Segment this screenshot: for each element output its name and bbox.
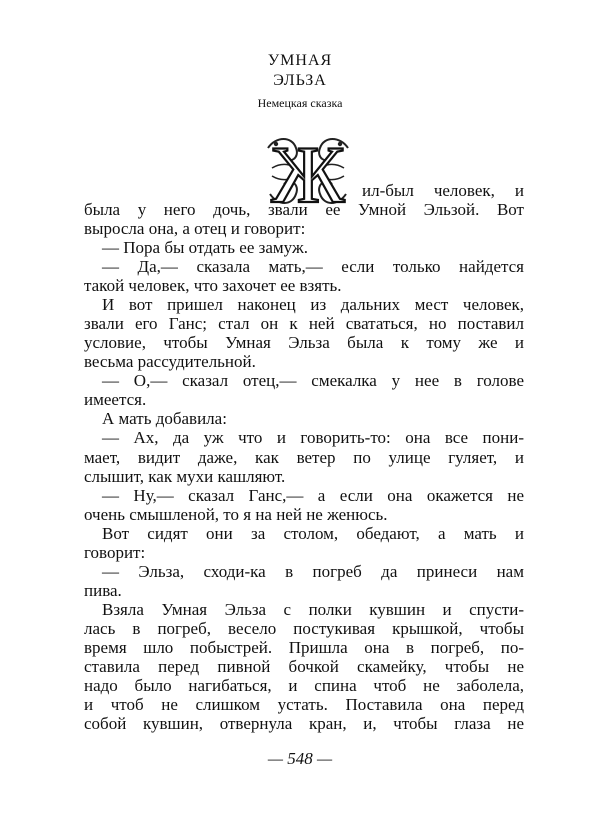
text-line: — Эльза, сходи-ка в погреб да принеси нам: [102, 561, 524, 581]
text-line: весьма рассудительной.: [84, 352, 256, 372]
text-line: время шло побыстрей. Пришла она в погреб, по-: [84, 637, 524, 657]
text-line: звали его Ганс; стал он к ней свататься, но поставил: [84, 314, 524, 334]
story-subtitle: Немецкая сказка: [257, 96, 343, 110]
text-line: Взяла Умная Эльза с полки кувшин и спусти-: [102, 599, 524, 619]
story-title-line-1: УМНАЯ: [267, 52, 333, 69]
text-line: имеется.: [84, 390, 147, 410]
svg-text:Ж: Ж: [271, 130, 345, 212]
text-line: ставила перед пивной бочкой скамейку, чтобы не: [84, 656, 524, 676]
text-line: — Пора бы отдать ее замуж.: [102, 238, 308, 258]
text-line: И вот пришел наконец из дальних мест человек,: [102, 295, 524, 315]
text-line: слышит, как мухи кашляют.: [84, 466, 286, 486]
text-line: говорит:: [84, 542, 146, 562]
text-line: — Да,— сказала мать,— если только найдется: [102, 257, 524, 277]
story-title-line-2: ЭЛЬЗА: [273, 72, 327, 89]
text-line: надо было нагибаться, и спина чтоб не заболела,: [84, 675, 524, 695]
text-line: и чтоб не слишком устать. Поставила она перед: [84, 694, 524, 714]
text-line: очень смышленой, то я на ней не женюсь.: [84, 504, 388, 524]
text-line: ил-был человек, и: [362, 181, 524, 200]
text-line: такой человек, что захочет ее взять.: [84, 276, 342, 296]
text-line: — Ах, да уж что и говорить-то: она все пони-: [102, 428, 524, 448]
text-line: мает, видит даже, как ветер по улице гуляет, и: [84, 447, 524, 467]
text-line: условие, чтобы Умная Эльза была к тому же и: [84, 333, 524, 353]
text-line: выросла она, а отец и говорит:: [84, 219, 306, 239]
text-line: была у него дочь, звали ее Умной Эльзой. Вот: [84, 200, 524, 220]
page-number: — 548 —: [267, 749, 333, 768]
text-line: пива.: [84, 580, 122, 600]
text-line: — Ну,— сказал Ганс,— а если она окажется не: [102, 485, 524, 505]
text-line: А мать добавила:: [102, 409, 227, 429]
text-line: — О,— сказал отец,— смекалка у нее в голове: [102, 371, 524, 391]
text-line: собой кувшин, отвернула кран, и, чтобы глаза не: [84, 714, 524, 733]
text-line: Вот сидят они за столом, обедают, а мать и: [102, 523, 524, 543]
text-line: лась в погреб, весело постукивая крышкой, чтобы: [84, 618, 524, 638]
